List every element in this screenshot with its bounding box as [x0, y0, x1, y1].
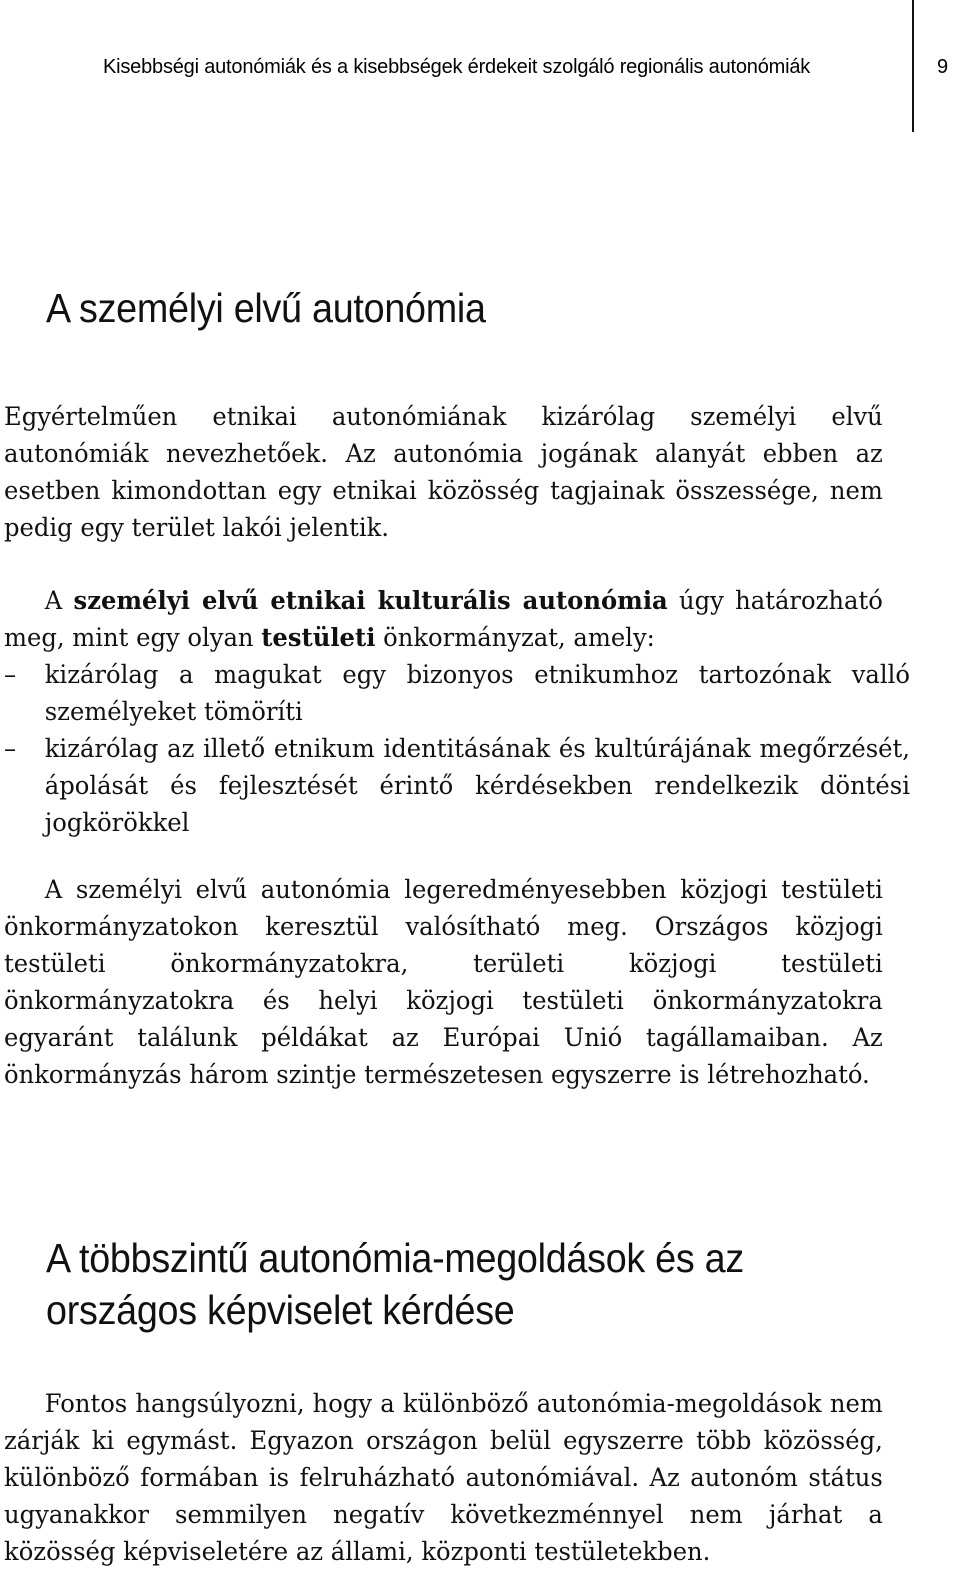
- header-divider: [912, 0, 914, 132]
- section-heading: A személyi elvű autonómia: [46, 285, 486, 331]
- dash-marker: –: [4, 660, 17, 689]
- definition-paragraph: [4, 582, 883, 656]
- list-item-text: kizárólag az illető etnikum identitásának és kultúrájának megőrzését, ápolását és fejlesztését érintő kérdésekben rendelkezik döntési jogkörökkel: [44, 734, 910, 837]
- list-item: [4, 730, 910, 841]
- list-item-text: kizárólag a magukat egy bizonyos etnikumhoz tartozónak valló személyeket tömöríti: [44, 660, 910, 726]
- paragraph: A személyi elvű autonómia legeredményesebben közjogi testületi önkormányzatokon keresztül valósítható meg. Országos közjogi testületi önkormányzatokra, területi közjogi testületi önkormányzatokra és helyi közjogi testületi önkormányzatokra egyaránt találunk példákat az Európai Unió tagállamaiban. Az önkormányzás három szintje természetesen egyszerre is létrehozható.: [4, 875, 883, 1089]
- running-title: Kisebbségi autonómiák és a kisebbségek érdekeit szolgáló regionális autonómiák: [103, 56, 811, 78]
- text-run: önkormányzat, amely:: [375, 623, 655, 652]
- page-number: 9: [937, 56, 949, 78]
- list-item: [4, 656, 910, 730]
- text-run: úgy határozható meg, mint egy olyan: [4, 586, 883, 652]
- section-heading: A többszintű autonómia-megoldások és az országos képviselet kérdése: [46, 1235, 744, 1333]
- paragraph: Fontos hangsúlyozni, hogy a különböző autonómia-megoldások nem zárják ki egymást. Egyazon országon belül egyszerre több közösség, különböző formában is felruházható autonómiával. Az autonóm státus ugyanakkor semmilyen negatív következménnyel nem járhat a közösség képviseletére az állami, központi testületekben.: [4, 1389, 883, 1566]
- bold-term: személyi elvű etnikai kulturális autonómia: [73, 586, 668, 615]
- paragraph: Egyértelműen etnikai autonómiának kizárólag személyi elvű autonómiák nevezhetőek. Az autonómia jogának alanyát ebben az esetben kimondottan egy etnikai közösség tagjainak összessége, nem pedig egy terület lakói jelentik.: [4, 402, 883, 542]
- bold-term: testületi: [261, 623, 376, 652]
- dash-marker: –: [4, 734, 17, 763]
- text-run: A: [44, 586, 74, 615]
